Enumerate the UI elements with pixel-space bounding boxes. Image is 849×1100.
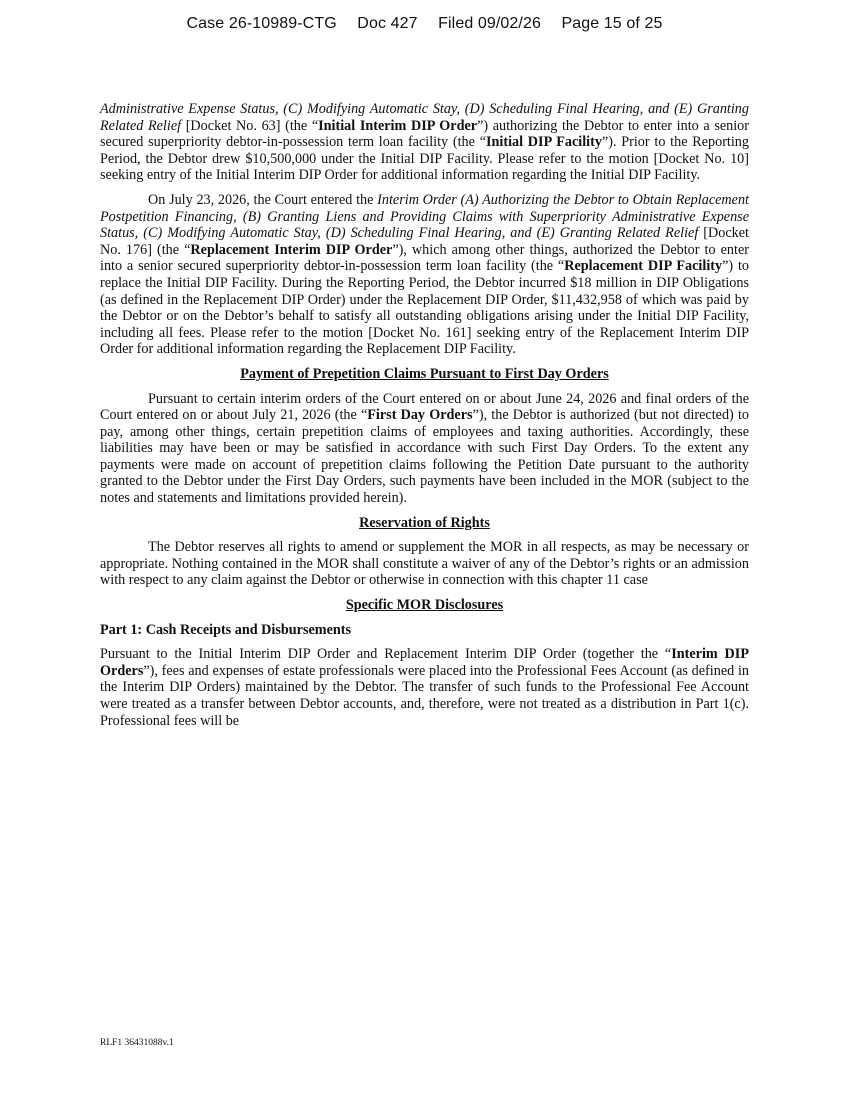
defined-term: Initial DIP Facility xyxy=(486,134,602,151)
paragraph-initial-dip xyxy=(100,101,749,184)
order-title-italic: Administrative Expense Status, (C) Modifying Automatic Stay, (D) Scheduling Final Hearing, and (E) Granting Related Relief xyxy=(100,101,749,134)
subheading-part-1: Part 1: Cash Receipts and Disbursements xyxy=(100,621,352,638)
case-number: Case 26-10989-CTG xyxy=(186,15,337,32)
text-run: Pursuant to certain interim orders of the Court entered on or about June 24, 2026 and final orders of the Court entered on or about July 21, 2026 (the “ xyxy=(100,390,749,424)
paragraph-first-day-orders xyxy=(100,391,749,507)
text-run: ”), fees and expenses of estate professionals were placed into the Professional Fees Account (as defined in the Interim DIP Orders) maintained by the Debtor. The transfer of such funds to the Professional Fee Account were treated as a transfer between Debtor accounts, and, therefore, were not treated as a distribution in Part 1(c). Professional fees will be xyxy=(100,662,749,729)
text-run: ”). Prior to the Reporting Period, the Debtor drew $10,500,000 under the Initial DIP Facility. Please refer to the motion [Docket No. 10] seeking entry of the Initial Interim DIP Order for additional information regarding the Initial DIP Facility. xyxy=(100,134,749,184)
defined-term: Replacement DIP Facility xyxy=(564,258,723,275)
document-body xyxy=(100,101,749,737)
filed-date: Filed 09/02/26 xyxy=(438,15,541,32)
defined-term: First Day Orders xyxy=(367,407,473,424)
text-run: ”), the Debtor is authorized (but not directed) to pay, among other things, certain prepetition claims of employees and taxing authorities. Accordingly, these liabilities may have been or may be satisfied in accordance with such First Day Orders. To the extent any payments were made on account of prepetition claims following the Petition Date pursuant to the authority granted to the Debtor under the First Day Orders, such payments have been included in the MOR (subject to the notes and statements and limitations provided herein). xyxy=(100,407,749,507)
section-heading-reservation: Reservation of Rights xyxy=(359,514,490,531)
section-heading-prepetition-claims: Payment of Prepetition Claims Pursuant to First Day Orders xyxy=(240,365,609,382)
defined-term: Interim DIP Orders xyxy=(100,646,749,679)
paragraph-replacement-dip xyxy=(100,192,749,358)
text-run: On July 23, 2026, the Court entered the xyxy=(148,191,378,208)
text-run: Pursuant to the Initial Interim DIP Order and Replacement Interim DIP Order (together the “ xyxy=(100,646,672,663)
page-header xyxy=(0,15,849,33)
defined-term: Initial Interim DIP Order xyxy=(318,117,478,134)
text-run: [Docket No. 63] (the “ xyxy=(181,117,319,134)
paragraph-reservation: The Debtor reserves all rights to amend or supplement the MOR in all respects, as may be necessary or appropriate. Nothing contained in the MOR shall constitute a waiver of any of the Debtor’s rights or an admission with respect to any claim against the Debtor or otherwise in connection with this chapter 11 case xyxy=(100,539,749,589)
order-title-italic: Interim Order (A) Authorizing the Debtor to Obtain Replacement Postpetition Financing, (B) Granting Liens and Providing Claims with Superpriority Administrative Expense Status, (C) Modifying Automatic Stay, (D) Scheduling Final Hearing, and (E) Granting Related Relief xyxy=(100,191,749,242)
page-number: Page 15 of 25 xyxy=(561,15,663,32)
section-heading-specific-disclosures: Specific MOR Disclosures xyxy=(345,597,504,614)
document-footer-id: RLF1 36431088v.1 xyxy=(100,1038,174,1048)
text-run: ”), which among other things, authorized the Debtor to enter into a senior secured superpriority debtor-in-possession term loan facility (the “ xyxy=(100,241,749,275)
paragraph-professional-fees xyxy=(100,646,749,729)
defined-term: Replacement Interim DIP Order xyxy=(190,241,393,258)
text-run: ”) authorizing the Debtor to enter into a senior secured superpriority debtor-in-possession term loan facility (the “ xyxy=(100,117,749,151)
doc-number: Doc 427 xyxy=(357,15,418,32)
text-run: ”) to replace the Initial DIP Facility. During the Reporting Period, the Debtor incurred $18 million in DIP Obligations (as defined in the Replacement DIP Order) under the Replacement DIP Order, $11,432,958 of which was paid by the Debtor or on the Debtor’s behalf to satisfy all outstanding obligations arising under the Initial DIP Facility, including all fees. Please refer to the motion [Docket No. 161] seeking entry of the Replacement Interim DIP Order for additional information regarding the Replacement DIP Facility. xyxy=(100,258,749,358)
text-run: [Docket No. 176] (the “ xyxy=(100,225,749,258)
